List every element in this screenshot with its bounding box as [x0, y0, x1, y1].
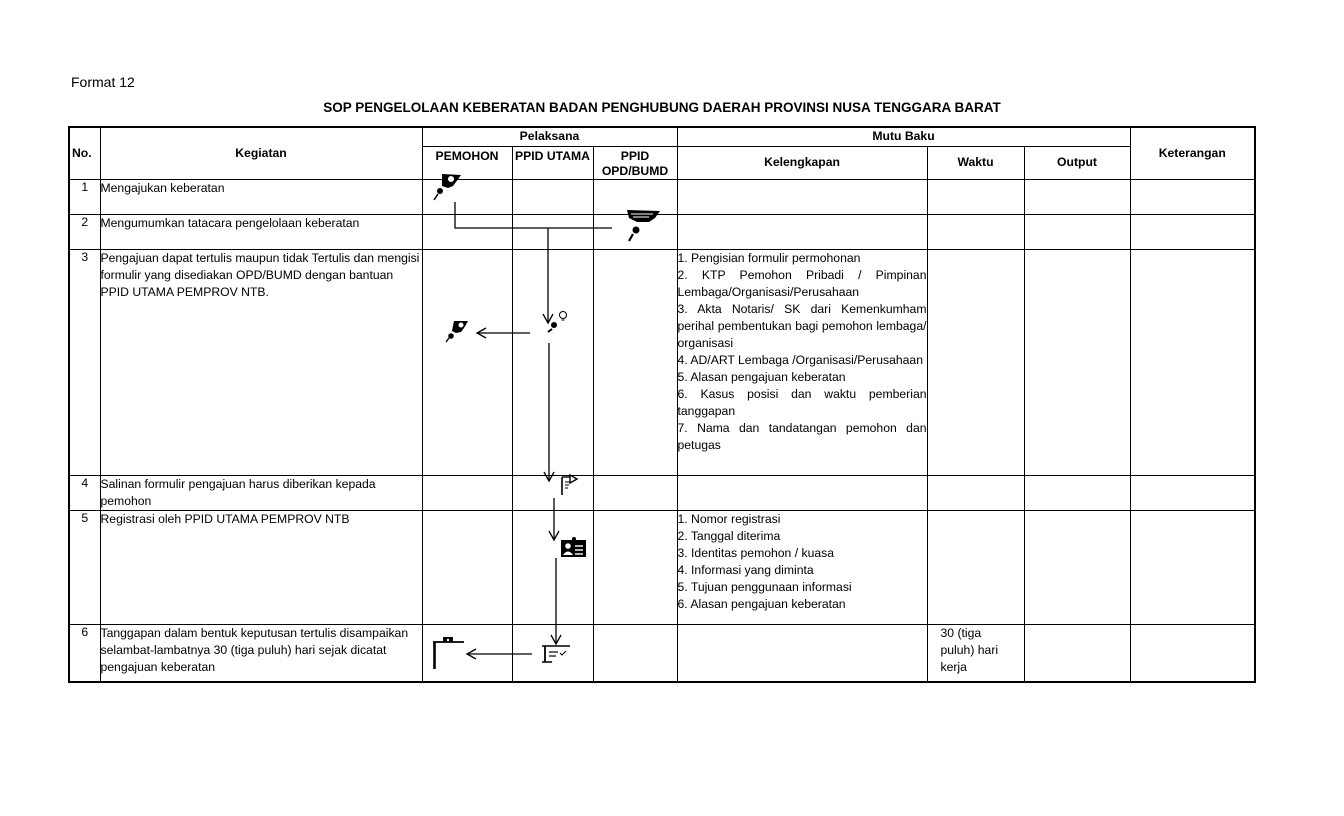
row-number: 1 [69, 179, 100, 214]
row-number: 3 [69, 249, 100, 475]
kelengkapan-item: 6. Alasan pengajuan keberatan [677, 596, 846, 611]
kelengkapan-item: 2. KTP Pemohon Pribadi / Pimpinan Lembaga/Organisasi/Perusahaan [677, 267, 927, 299]
table-row [69, 624, 1255, 682]
header-pemohon [422, 146, 512, 179]
kelengkapan-item: 3. Akta Notaris/ SK dari Kemenkumham perihal pembentukan bagi pemohon lembaga/ organisasi [677, 301, 927, 350]
lane-pemohon [422, 624, 512, 682]
kelengkapan-item: 5. Tujuan penggunaan informasi [677, 579, 852, 594]
header-kelengkapan: Kelengkapan [677, 146, 927, 179]
row-kegiatan: Pengajuan dapat tertulis maupun tidak Tertulis dan mengisi formulir yang disediakan OPD/BUMD dengan bantuan PPID UTAMA PEMPROV NTB. [100, 249, 422, 475]
document-title: SOP PENGELOLAAN KEBERATAN BADAN PENGHUBUNG DAERAH PROVINSI NUSA TENGGARA BARAT [323, 100, 1001, 115]
header-ppid-opd-label: PPID OPD/BUMD [601, 148, 669, 178]
table-row [69, 179, 1255, 214]
row-waktu [927, 475, 1024, 510]
table-row [69, 510, 1255, 624]
row-kegiatan: Mengumumkan tatacara pengelolaan keberatan [100, 214, 422, 249]
format-label: Format 12 [71, 74, 135, 90]
row-waktu [927, 179, 1024, 214]
lane-ppid-opd [593, 179, 677, 214]
row-kelengkapan [677, 475, 927, 510]
row-output [1024, 179, 1130, 214]
table-row [69, 214, 1255, 249]
lane-ppid-utama [512, 624, 593, 682]
header-mutu-baku: Mutu Baku [677, 127, 1130, 146]
header-kegiatan: Kegiatan [100, 127, 422, 179]
header-output: Output [1024, 146, 1130, 179]
row-keterangan [1130, 214, 1255, 249]
row-keterangan [1130, 510, 1255, 624]
kelengkapan-item: 4. Informasi yang diminta [677, 562, 814, 577]
row-kegiatan: Mengajukan keberatan [100, 179, 422, 214]
lane-pemohon [422, 179, 512, 214]
row-output [1024, 510, 1130, 624]
lane-ppid-utama [512, 249, 593, 475]
kelengkapan-item: 5. Alasan pengajuan keberatan [677, 369, 846, 384]
header-ppid-utama [512, 146, 593, 179]
lane-ppid-opd [593, 624, 677, 682]
row-keterangan [1130, 179, 1255, 214]
header-ppid-opd [593, 146, 677, 179]
row-output [1024, 624, 1130, 682]
lane-pemohon [422, 510, 512, 624]
header-keterangan: Keterangan [1130, 127, 1255, 179]
table-row [69, 475, 1255, 510]
lane-ppid-opd [593, 475, 677, 510]
row-kelengkapan [677, 249, 927, 475]
lane-ppid-opd [593, 214, 677, 249]
row-keterangan [1130, 475, 1255, 510]
row-output [1024, 214, 1130, 249]
kelengkapan-item: 7. Nama dan tandatangan pemohon dan petugas [677, 420, 927, 452]
kelengkapan-item: 6. Kasus posisi dan waktu pemberian tanggapan [677, 386, 927, 418]
table-row [69, 249, 1255, 475]
kelengkapan-item: 3. Identitas pemohon / kuasa [677, 545, 835, 560]
kelengkapan-item: 1. Nomor registrasi [677, 511, 781, 526]
header-ppid-utama-label: PPID UTAMA [515, 148, 590, 163]
row-output [1024, 475, 1130, 510]
row-kegiatan: Tanggapan dalam bentuk keputusan tertulis disampaikan selambat-lambatnya 30 (tiga puluh) hari sejak dicatat pengajuan keberatan [100, 624, 422, 682]
sop-table [68, 126, 1256, 683]
lane-pemohon [422, 214, 512, 249]
header-pemohon-label: PEMOHON [435, 148, 499, 163]
row-waktu [927, 214, 1024, 249]
header-pelaksana: Pelaksana [422, 127, 677, 146]
row-number: 2 [69, 214, 100, 249]
row-number: 5 [69, 510, 100, 624]
kelengkapan-item: 2. Tanggal diterima [677, 528, 781, 543]
lane-ppid-utama [512, 510, 593, 624]
lane-ppid-utama [512, 475, 593, 510]
lane-ppid-opd [593, 510, 677, 624]
row-waktu [927, 510, 1024, 624]
header-waktu: Waktu [927, 146, 1024, 179]
row-waktu [927, 249, 1024, 475]
row-kegiatan: Salinan formulir pengajuan harus diberikan kepada pemohon [100, 475, 422, 510]
row-kelengkapan [677, 214, 927, 249]
lane-ppid-utama [512, 179, 593, 214]
row-kegiatan: Registrasi oleh PPID UTAMA PEMPROV NTB [100, 510, 422, 624]
header-row-1 [69, 127, 1255, 146]
row-keterangan [1130, 249, 1255, 475]
row-output [1024, 249, 1130, 475]
lane-pemohon [422, 475, 512, 510]
row-kelengkapan [677, 179, 927, 214]
header-no: No. [69, 127, 100, 179]
row-keterangan [1130, 624, 1255, 682]
kelengkapan-item: 1. Pengisian formulir permohonan [677, 250, 861, 265]
row-waktu: 30 (tiga puluh) hari kerja [927, 624, 1024, 682]
kelengkapan-item: 4. AD/ART Lembaga /Organisasi/Perusahaan [677, 352, 923, 367]
row-number: 4 [69, 475, 100, 510]
row-kelengkapan [677, 624, 927, 682]
lane-ppid-opd [593, 249, 677, 475]
lane-ppid-utama [512, 214, 593, 249]
row-number: 6 [69, 624, 100, 682]
lane-pemohon [422, 249, 512, 475]
row-kelengkapan [677, 510, 927, 624]
